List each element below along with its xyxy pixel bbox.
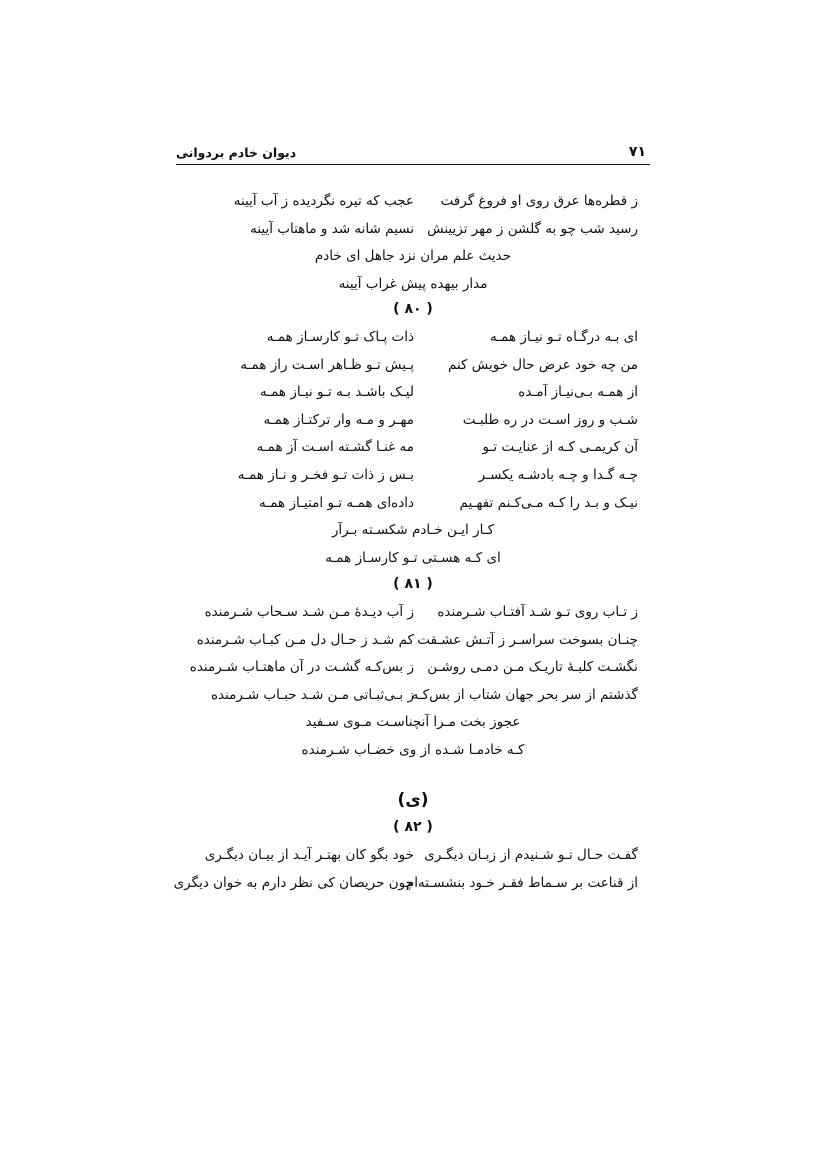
hemistich-first: نیـک و بـد را کـه مـی‌کـنم تفهـیم xyxy=(459,494,638,511)
hemistich-first: نگشـت کلبـهٔ تاریـک مـن دمـی روشـن xyxy=(427,659,638,676)
closing-line: کـه خادمـا شـده از وی خضـاب شـرمنده xyxy=(301,741,525,758)
running-header xyxy=(176,144,650,165)
hemistich-second: مه غنـا گشـته اسـت آز همـه xyxy=(256,439,414,456)
poem-number: ( ۸۲ ) xyxy=(393,819,433,835)
hemistich-first: چنـان بسوخت سراسـر ز آتـش عشـقت xyxy=(417,631,638,648)
closing-line: مدار بیهده پیش غراب آیینه xyxy=(338,275,488,292)
hemistich-second: نسیم شانه شد و ماهتاب آیینه xyxy=(250,220,414,237)
book-title: دیوان خادم بردوانی xyxy=(176,145,297,160)
poem-number: ( ۸۰ ) xyxy=(393,301,433,317)
couplet xyxy=(176,325,650,353)
couplet xyxy=(176,217,650,245)
hemistich-first: آن کریمـی کـه از عنایـت تـو xyxy=(482,439,638,456)
closing-line: ای کـه هسـتی تـو کارسـاز همـه xyxy=(325,549,501,566)
hemistich-first: گذشتم از سر بحر جهان شتاب از بس‌کـه xyxy=(411,686,638,703)
hemistich-second: خود بگو کان بهتـر آیـد از بیـان دیگـری xyxy=(204,847,414,863)
hemistich-first: من چه خود عرض حال خویش کنم xyxy=(447,356,638,373)
hemistich-second: لیـک باشـد بـه تـو نیـاز همـه xyxy=(259,384,414,401)
hemistich-second: ذات پـاک تـو کارسـاز همـه xyxy=(266,329,414,345)
couplet xyxy=(173,871,650,899)
couplet xyxy=(176,683,650,711)
hemistich-second: ز بس‌کـه گشـت در آن ماهتـاب شـرمنده xyxy=(189,659,414,676)
poem-80 xyxy=(176,298,650,573)
couplet xyxy=(176,600,650,628)
couplet xyxy=(176,628,650,656)
hemistich-second: پـیش تـو ظـاهر اسـت راز همـه xyxy=(240,356,414,373)
hemistich-second: چون حریصان کی نظر دارم به خوان دیگری xyxy=(173,874,414,891)
couplet xyxy=(176,189,650,217)
section-letter: (ی) xyxy=(397,790,429,810)
hemistich-second: مهـر و مـه وار ترکتـاز همـه xyxy=(263,411,414,428)
hemistich-first: ای بـه درگـاه تـو نیـاز همـه xyxy=(489,329,638,345)
poem-82 xyxy=(173,786,650,898)
closing-line: عجوز بخت مـرا آنچناسـت مـوی سـفید xyxy=(305,714,521,731)
poem-number: ( ۸۱ ) xyxy=(393,576,433,592)
couplet xyxy=(176,435,650,463)
hemistich-first: رسید شب چو به گلشن ز مهر تزیینش xyxy=(427,220,638,237)
couplet xyxy=(176,408,650,436)
hemistich-first: چـه گـدا و چـه بادشـه یکسـر xyxy=(478,466,638,483)
hemistich-first: شـب و روز اسـت در ره طلبـت xyxy=(462,411,638,428)
couplet xyxy=(176,380,650,408)
couplet xyxy=(176,491,650,519)
poem-79-ending xyxy=(176,189,650,299)
hemistich-first: از قناعت بر سـماط فقـر خـود بنشسـته‌ام xyxy=(405,874,638,891)
closing-line: حدیث علم مران نزد جاهل ای خادم xyxy=(314,248,512,265)
hemistich-second: کم شـد ز حـال دل مـن کبـاب شـرمنده xyxy=(196,631,414,648)
couplet xyxy=(176,655,650,683)
page-number: ۷۱ xyxy=(628,144,646,160)
couplet xyxy=(176,843,650,871)
hemistich-first: گفـت حـال تـو شـنیدم از زبـان دیگـری xyxy=(424,847,638,863)
closing-line: کـار ایـن خـادم شکسـته بـرآر xyxy=(331,522,495,539)
hemistich-first: ز قطره‌ها عرق روی او فروغ گرفت xyxy=(440,193,638,209)
hemistich-first: ز تـاب روی تـو شـد آفتـاب شـرمنده xyxy=(437,604,638,620)
couplet xyxy=(176,463,650,491)
hemistich-second: عجب که تیره نگردیده ز آب آیینه xyxy=(233,193,414,209)
poem-81 xyxy=(176,573,650,766)
hemistich-second: ز آب دیـدهٔ مـن شـد سـحاب شـرمنده xyxy=(204,604,414,620)
couplet xyxy=(176,353,650,381)
hemistich-second: ز بـی‌ثبـاتی مـن شـد حبـاب شـرمنده xyxy=(210,686,414,703)
hemistich-second: داده‌ای همـه تـو امتیـاز همـه xyxy=(259,494,414,511)
hemistich-second: بـس ز ذات تـو فخـر و نـاز همـه xyxy=(237,466,414,483)
hemistich-first: از همـه بـی‌نیـاز آمـده xyxy=(518,384,638,401)
